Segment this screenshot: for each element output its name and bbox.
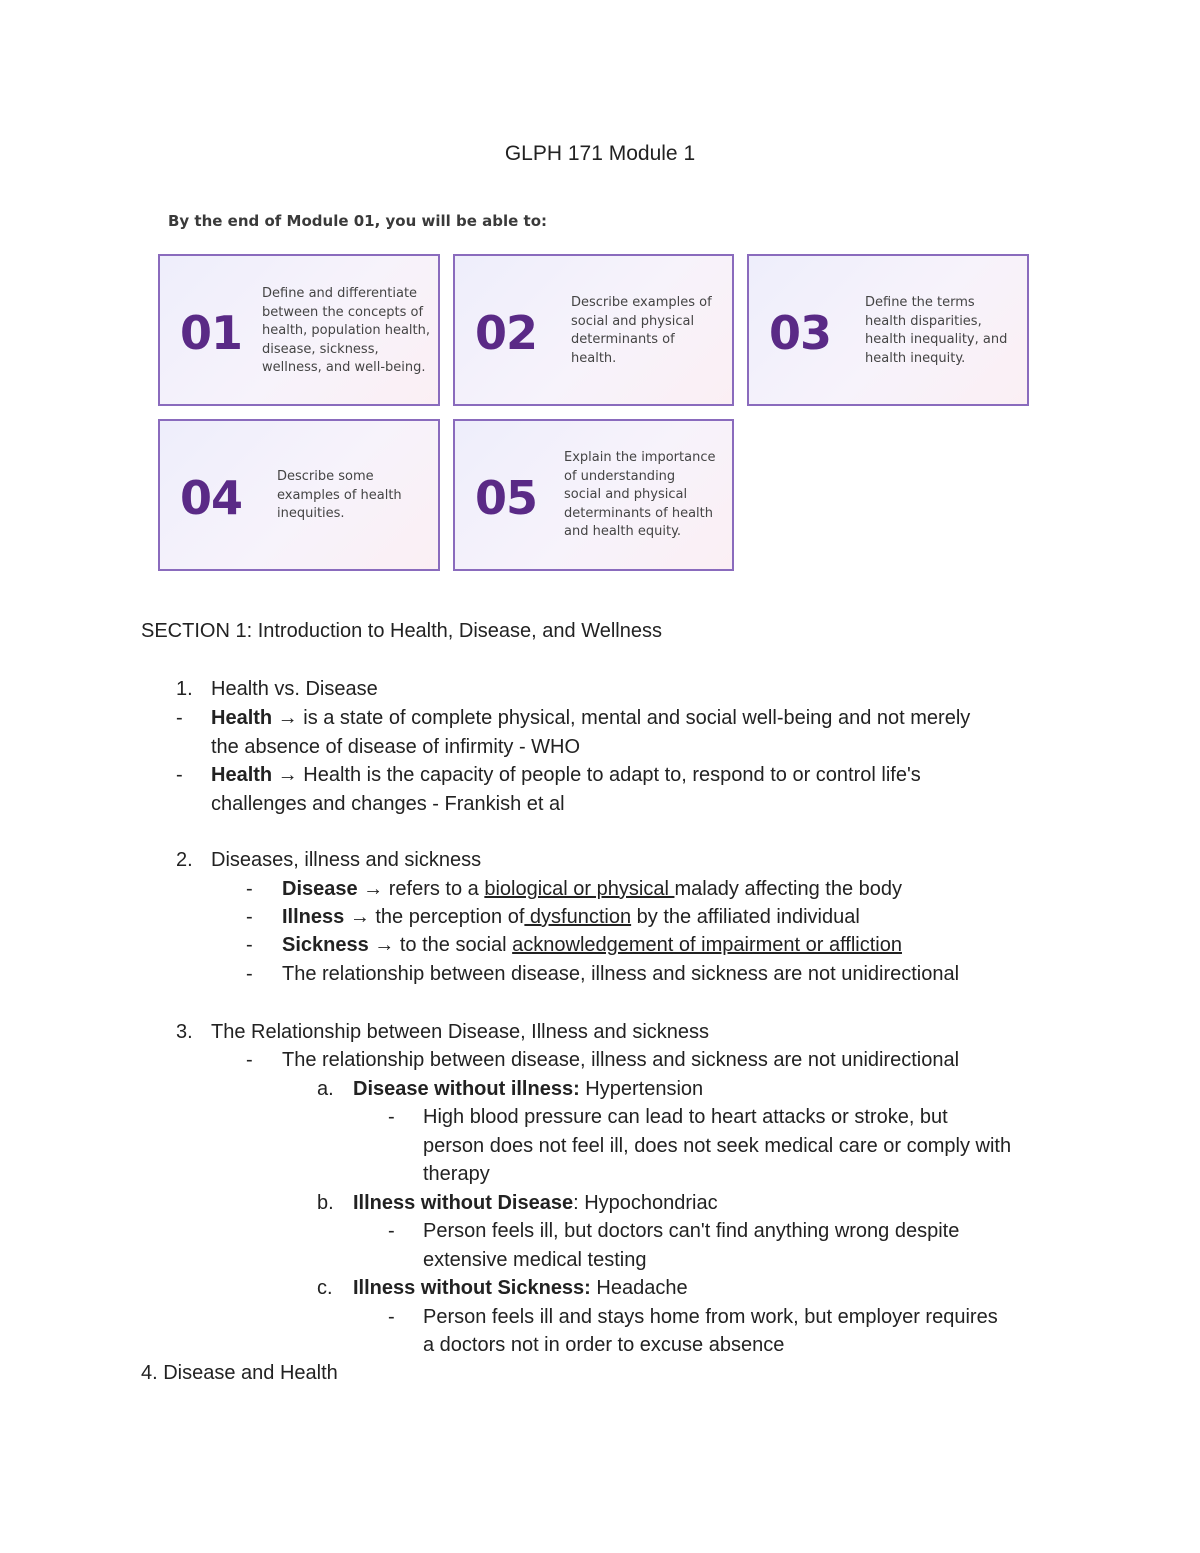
section-title: SECTION 1: Introduction to Health, Disease, and Wellness	[141, 620, 662, 642]
card-text-line: Define and differentiate	[262, 286, 418, 301]
list-item	[282, 931, 902, 959]
list-item-title: Health vs. Disease	[211, 678, 378, 700]
term: Sickness	[282, 934, 369, 956]
card-text-line: health, population health,	[262, 323, 431, 338]
card-text-line: determinants of	[571, 332, 675, 347]
list-item-continuation: therapy	[423, 1163, 490, 1185]
card-description	[571, 294, 712, 368]
card-text-line: Describe examples of	[571, 295, 712, 310]
card-text-line: determinants of health	[564, 505, 713, 521]
card-description	[277, 468, 402, 524]
objective-card-04	[158, 419, 440, 571]
bullet-dash: -	[176, 707, 183, 729]
definition-text: Health is the capacity of people to adapt to, respond to or control life's	[303, 764, 921, 786]
card-description	[564, 449, 715, 542]
sub-list-marker: b.	[317, 1192, 334, 1214]
sub-list-item	[353, 1075, 703, 1103]
list-item: The relationship between disease, illness and sickness are not unidirectional	[282, 963, 960, 985]
list-item-continuation: person does not feel ill, does not seek medical care or comply with	[423, 1135, 1012, 1157]
card-text-line: health inequality, and	[865, 332, 1008, 347]
definition-text: → the perception of	[344, 906, 525, 928]
list-item-continuation: a doctors not in order to excuse absence	[423, 1334, 785, 1356]
example-text: : Hypochondriac	[573, 1192, 718, 1214]
definition-text: → to the social	[368, 934, 513, 956]
list-item-title: 4. Disease and Health	[141, 1362, 338, 1384]
definition-text: by the affiliated individual	[631, 906, 860, 928]
list-item	[282, 903, 860, 931]
bullet-dash: -	[388, 1220, 395, 1242]
card-text-line: disease, sickness,	[262, 341, 379, 357]
card-text-line: and health equity.	[564, 524, 682, 539]
card-number: 05	[475, 471, 538, 525]
card-text-line: health disparities,	[865, 313, 982, 329]
bullet-dash: -	[246, 1049, 253, 1071]
card-text-line: social and physical	[571, 313, 695, 329]
objectives-heading: By the end of Module 01, you will be able to:	[168, 212, 548, 230]
arrow: →	[272, 707, 304, 729]
objective-card-03	[747, 254, 1029, 406]
definition-text: is a state of complete physical, mental and social well-being and not merely	[303, 707, 971, 729]
underlined-text: biological or physical	[484, 878, 675, 900]
document-title: GLPH 171 Module 1	[504, 142, 696, 165]
card-text-line: health inequity.	[865, 350, 966, 366]
list-item-continuation: extensive medical testing	[423, 1249, 647, 1271]
bullet-dash: -	[246, 878, 253, 900]
list-marker: 1.	[176, 678, 193, 700]
card-text-line: social and physical	[564, 487, 688, 502]
term: Health	[211, 707, 273, 729]
card-description	[262, 285, 430, 378]
card-text-line: health.	[571, 350, 617, 366]
list-marker: 2.	[176, 849, 193, 871]
term: Disease	[282, 878, 358, 900]
list-item-title: The Relationship between Disease, Illness and sickness	[211, 1021, 710, 1043]
card-text-line: Define the terms	[865, 295, 975, 310]
list-item: Person feels ill and stays home from work, but employer requires	[423, 1306, 998, 1328]
example-text: Headache	[590, 1277, 688, 1299]
sub-list-marker: a.	[317, 1078, 334, 1100]
list-item: The relationship between disease, illness and sickness are not unidirectional	[282, 1049, 960, 1071]
bullet-dash: -	[246, 934, 253, 956]
term: Illness	[282, 906, 345, 928]
card-text-line: Explain the importance	[564, 450, 716, 465]
bullet-dash: -	[388, 1306, 395, 1328]
term: Illness without Disease	[353, 1192, 574, 1214]
bullet-dash: -	[246, 906, 253, 928]
term: Illness without Sickness:	[353, 1277, 591, 1299]
definition-text: malady affecting the body	[674, 878, 903, 900]
sub-list-item	[353, 1189, 718, 1217]
list-item-continuation: the absence of disease of infirmity - WHO	[211, 736, 581, 758]
list-item-continuation: challenges and changes - Frankish et al	[211, 793, 565, 815]
card-number: 02	[475, 306, 538, 360]
term: Health	[211, 764, 273, 786]
card-text-line: examples of health	[277, 487, 402, 503]
card-number: 01	[180, 306, 243, 360]
sub-list-marker: c.	[317, 1277, 333, 1299]
list-item: High blood pressure can lead to heart attacks or stroke, but	[423, 1106, 948, 1128]
arrow: →	[272, 764, 304, 786]
example-text: Hypertension	[579, 1078, 704, 1100]
card-text-line: wellness, and well-being.	[262, 360, 426, 375]
list-item: Person feels ill, but doctors can't find anything wrong despite	[423, 1220, 960, 1242]
underlined-text: dysfunction	[524, 906, 632, 928]
card-description	[865, 294, 1007, 368]
sub-list-item	[353, 1274, 688, 1302]
list-item	[211, 761, 921, 789]
card-text-line: between the concepts of	[262, 304, 424, 320]
objective-card-05	[453, 419, 734, 571]
definition-text: → refers to a	[357, 878, 485, 900]
bullet-dash: -	[246, 963, 253, 985]
bullet-dash: -	[388, 1106, 395, 1128]
list-marker: 3.	[176, 1021, 193, 1043]
card-number: 04	[180, 471, 243, 525]
list-item-title: Diseases, illness and sickness	[211, 849, 482, 871]
card-text-line: of understanding	[564, 468, 676, 484]
term: Disease without illness:	[353, 1078, 580, 1100]
objective-card-01	[158, 254, 440, 406]
list-item	[282, 875, 902, 903]
objective-card-02	[453, 254, 734, 406]
underlined-text: acknowledgement of impairment or affliction	[512, 934, 902, 956]
card-text-line: inequities.	[277, 506, 345, 521]
bullet-dash: -	[176, 764, 183, 786]
card-text-line: Describe some	[277, 469, 374, 484]
list-item	[211, 704, 970, 732]
card-number: 03	[769, 306, 832, 360]
